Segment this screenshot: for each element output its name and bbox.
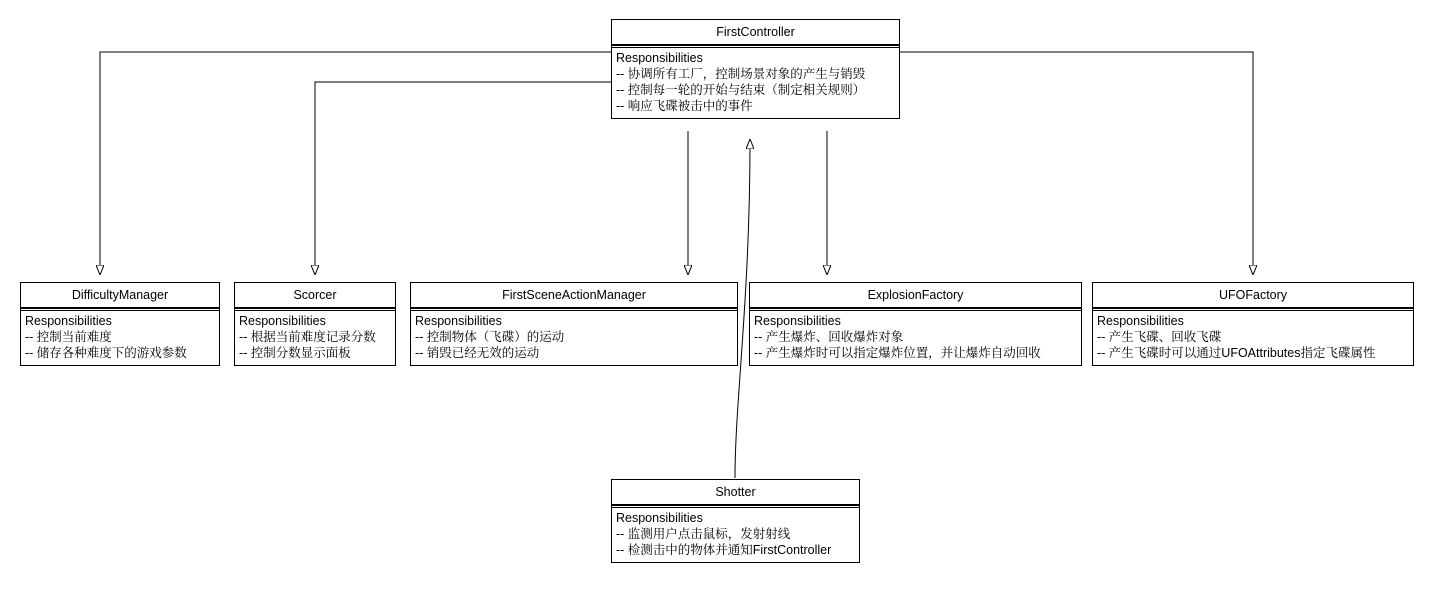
responsibility-item: -- 产生爆炸时可以指定爆炸位置，并让爆炸自动回收 xyxy=(754,346,1041,360)
class-body xyxy=(411,311,737,365)
class-title: Shotter xyxy=(715,485,756,499)
class-title: FirstController xyxy=(716,25,795,39)
class-title: UFOFactory xyxy=(1218,288,1288,302)
responsibility-item: -- 产生飞碟时可以通过UFOAttributes指定飞碟属性 xyxy=(1097,346,1376,360)
class-body xyxy=(612,508,859,562)
responsibility-item: -- 响应飞碟被击中的事件 xyxy=(616,99,753,113)
responsibilities-label: Responsibilities xyxy=(616,51,703,65)
class-card-scorcer[interactable] xyxy=(234,282,396,366)
class-body xyxy=(235,311,395,365)
responsibilities-label: Responsibilities xyxy=(1097,314,1184,328)
responsibility-item: -- 销毁已经无效的运动 xyxy=(415,346,540,360)
responsibility-item: -- 产生飞碟、回收飞碟 xyxy=(1097,330,1222,344)
class-card-first-controller[interactable] xyxy=(611,19,900,119)
responsibility-item: -- 控制物体（飞碟）的运动 xyxy=(415,330,565,344)
responsibility-item: -- 储存各种难度下的游戏参数 xyxy=(25,346,187,360)
class-body xyxy=(21,311,219,365)
responsibility-item: -- 产生爆炸、回收爆炸对象 xyxy=(754,330,904,344)
responsibility-item: -- 控制分数显示面板 xyxy=(239,346,351,360)
class-card-difficulty-manager[interactable] xyxy=(20,282,220,366)
class-card-explosion-factory[interactable] xyxy=(749,282,1082,366)
responsibility-item: -- 根据当前难度记录分数 xyxy=(239,330,376,344)
class-body xyxy=(750,311,1081,365)
class-body xyxy=(1093,311,1413,365)
connector-to-ufo-factory xyxy=(899,52,1253,274)
responsibility-item: -- 检测击中的物体并通知FirstController xyxy=(616,543,832,557)
class-title: Scorcer xyxy=(293,288,337,302)
responsibilities-label: Responsibilities xyxy=(616,511,703,525)
class-title: DifficultyManager xyxy=(71,288,169,302)
responsibilities-label: Responsibilities xyxy=(25,314,112,328)
connector-to-scorcer xyxy=(315,82,611,274)
class-body xyxy=(612,48,899,118)
class-card-shotter[interactable] xyxy=(611,479,860,563)
class-card-ufo-factory[interactable] xyxy=(1092,282,1414,366)
responsibility-item: -- 控制每一轮的开始与结束（制定相关规则） xyxy=(616,83,866,97)
class-title: ExplosionFactory xyxy=(867,288,964,302)
responsibility-item: -- 监测用户点击鼠标，发射射线 xyxy=(616,527,791,541)
connector-to-difficulty-manager xyxy=(100,52,611,274)
responsibility-item: -- 协调所有工厂，控制场景对象的产生与销毁 xyxy=(616,67,866,81)
responsibilities-label: Responsibilities xyxy=(754,314,841,328)
class-title: FirstSceneActionManager xyxy=(502,288,646,302)
responsibilities-label: Responsibilities xyxy=(415,314,502,328)
responsibility-item: -- 控制当前难度 xyxy=(25,330,112,344)
responsibilities-label: Responsibilities xyxy=(239,314,326,328)
class-card-first-scene-action-manager[interactable] xyxy=(410,282,738,366)
